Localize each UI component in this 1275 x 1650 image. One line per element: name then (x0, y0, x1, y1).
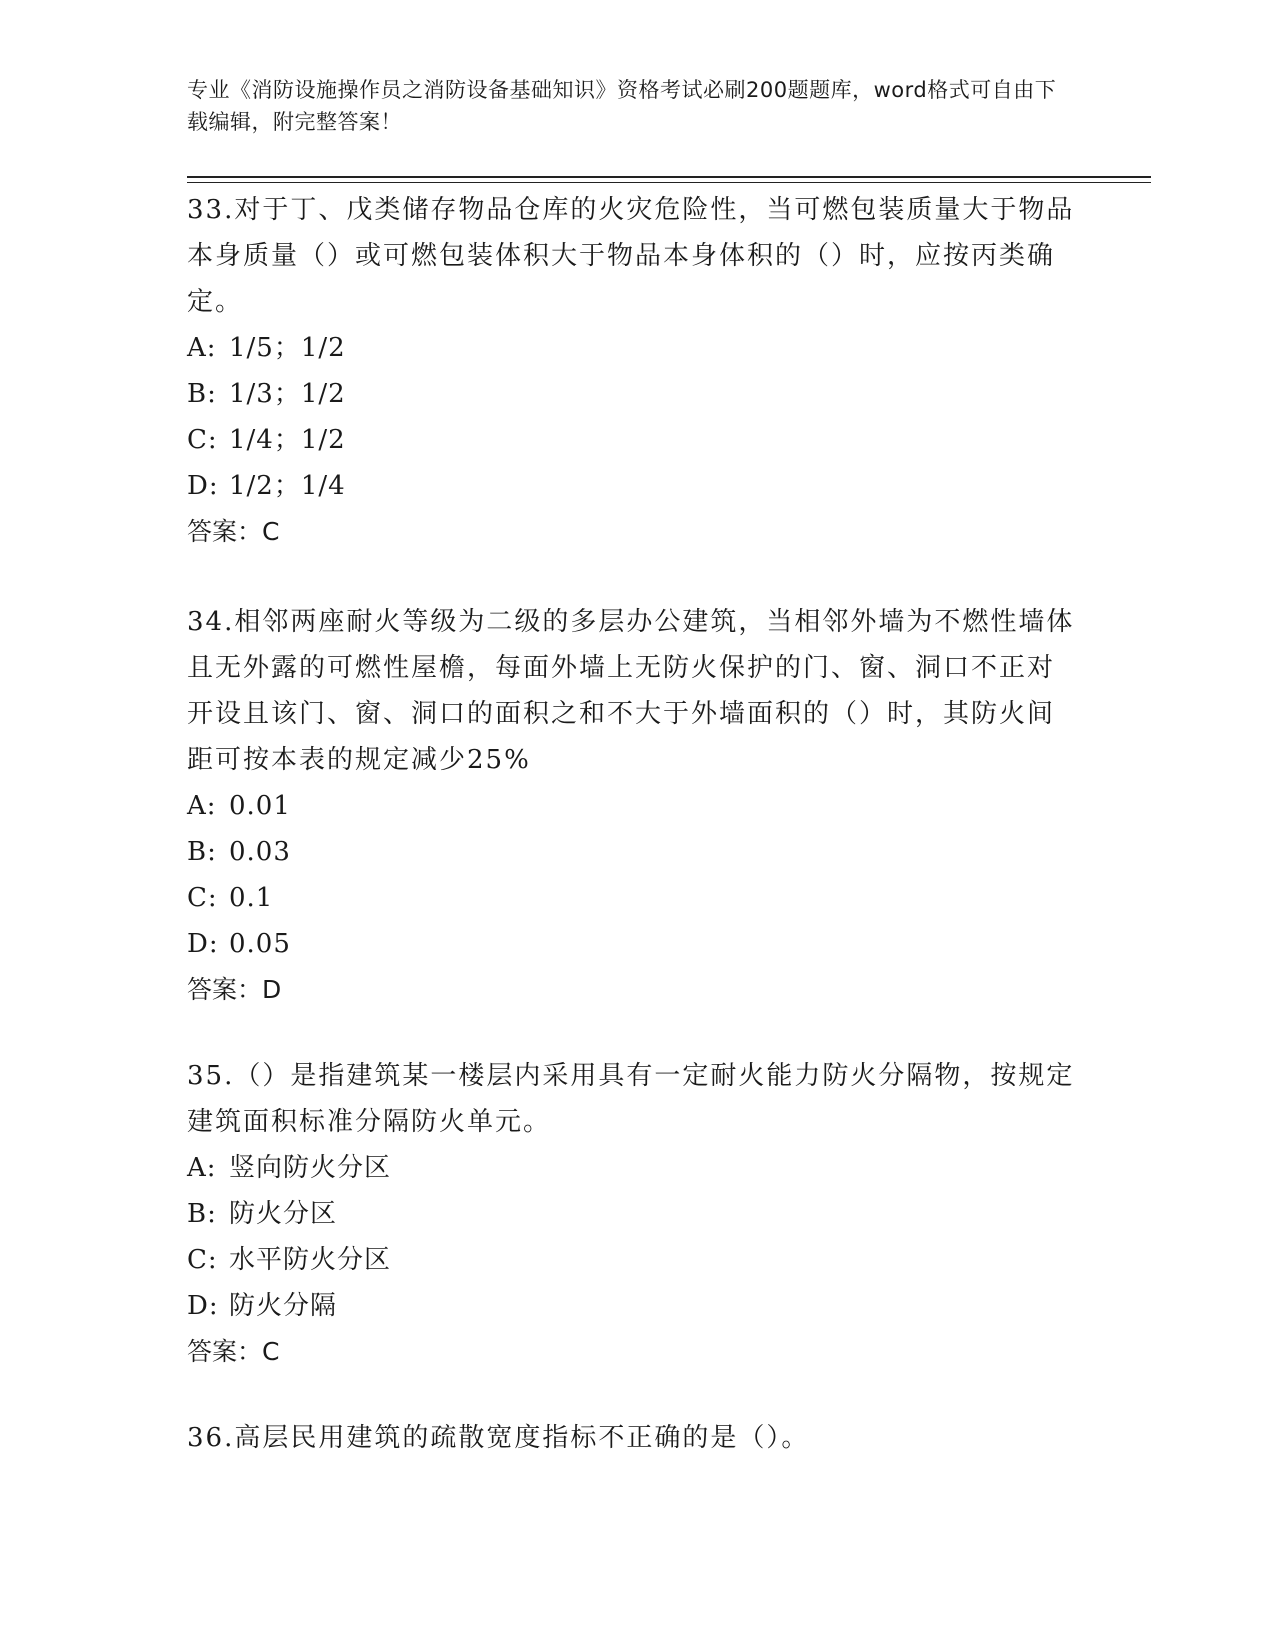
document-header: 专业《消防设施操作员之消防设备基础知识》资格考试必刷200题题库，word格式可自由下载编辑，附完整答案！ (187, 78, 1057, 134)
option-d (187, 463, 1077, 509)
header-divider-thin (187, 182, 1151, 183)
option-text: 0.01 (229, 791, 291, 821)
question-36 (187, 1415, 1077, 1461)
option-text: 1/5；1/2 (229, 333, 346, 363)
option-c (187, 875, 1077, 921)
option-d (187, 921, 1077, 967)
option-text: 水平防火分区 (229, 1245, 392, 1275)
option-letter: A: (187, 1153, 217, 1183)
option-letter: D: (187, 471, 219, 501)
option-text: 防火分区 (229, 1199, 338, 1229)
option-text: 1/4；1/2 (229, 425, 346, 455)
question-stem: 36.高层民用建筑的疏散宽度指标不正确的是（）。 (187, 1423, 810, 1453)
option-letter: B: (187, 379, 217, 409)
option-b (187, 829, 1077, 875)
option-a (187, 783, 1077, 829)
answer: 答案：C (187, 1337, 280, 1366)
question-35 (187, 1053, 1077, 1375)
header-divider-thick (187, 176, 1151, 178)
option-c (187, 1237, 1077, 1283)
option-letter: C: (187, 1245, 218, 1275)
option-text: 0.03 (229, 837, 291, 867)
option-letter: C: (187, 425, 218, 455)
option-letter: A: (187, 791, 217, 821)
option-text: 竖向防火分区 (229, 1153, 392, 1183)
option-letter: D: (187, 1291, 219, 1321)
option-letter: D: (187, 929, 219, 959)
question-stem: 34.相邻两座耐火等级为二级的多层办公建筑，当相邻外墙为不燃性墙体且无外露的可燃性屋檐，每面外墙上无防火保护的门、窗、洞口不正对开设且该门、窗、洞口的面积之和不大于外墙面积的（）时，其防火间距可按本表的规定减少25% (187, 607, 1075, 775)
question-34 (187, 599, 1077, 1013)
option-text: 0.1 (229, 883, 274, 913)
option-c (187, 417, 1077, 463)
option-letter: C: (187, 883, 218, 913)
option-text: 1/3；1/2 (229, 379, 346, 409)
answer: 答案：C (187, 517, 280, 546)
option-text: 1/2；1/4 (229, 471, 346, 501)
question-33 (187, 187, 1077, 555)
option-text: 0.05 (229, 929, 291, 959)
answer: 答案：D (187, 975, 282, 1004)
option-letter: A: (187, 333, 217, 363)
option-text: 防火分隔 (229, 1291, 338, 1321)
option-b (187, 1191, 1077, 1237)
option-letter: B: (187, 837, 217, 867)
option-b (187, 371, 1077, 417)
question-stem: 33.对于丁、戊类储存物品仓库的火灾危险性，当可燃包装质量大于物品本身质量（）或可燃包装体积大于物品本身体积的（）时，应按丙类确定。 (187, 195, 1075, 317)
option-a (187, 325, 1077, 371)
question-stem: 35.（）是指建筑某一楼层内采用具有一定耐火能力防火分隔物，按规定建筑面积标准分隔防火单元。 (187, 1061, 1075, 1137)
option-letter: B: (187, 1199, 217, 1229)
option-d (187, 1283, 1077, 1329)
option-a (187, 1145, 1077, 1191)
